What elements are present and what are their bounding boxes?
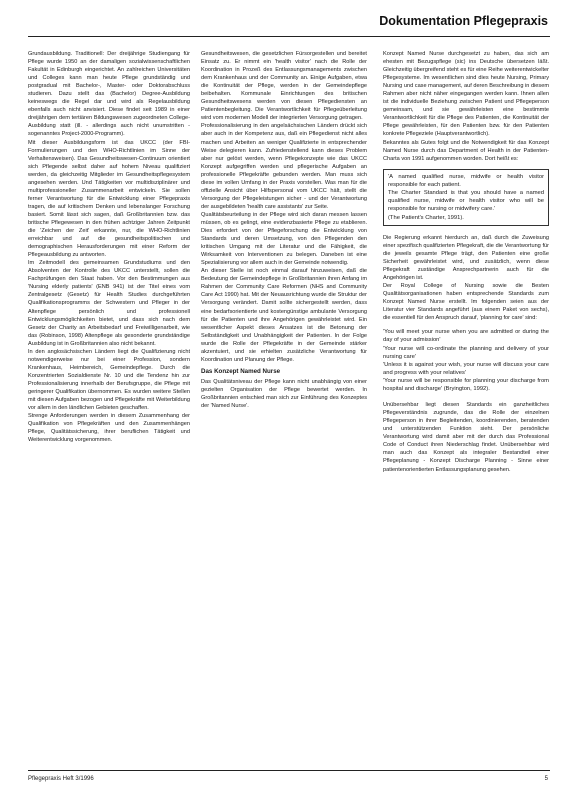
- paragraph: In den anglosächsischen Ländern liegt die Qualifizierung nicht notwendigerweise nur bei einer Profession, sondern Krankenhaus, Heimbereich, Gemeindepflege. Durch die Konzentrierten Sozialdienste Nr. 10 und die Tendenz hin zur Professionalisierung innerhalb der Berufsgruppe, die Pflege mit geringerer Qualifikation übernommen. Es wurden weitere Stellen mit diesen Aufgaben bezogen und Pflegekräfte mit Weiterbildung vor allem in den ländlichen Gebieten geschaffen.: [28, 348, 190, 412]
- page-header-title: Dokumentation Pflegepraxis: [379, 14, 548, 28]
- charter-quote-box: [383, 169, 549, 226]
- quote-source: (The Patient's Charter, 1991).: [388, 214, 464, 221]
- paragraph: Der Royal College of Nursing sowie die Besten Qualitätsorganisationen haben entsprechende Standards zum Konzept Named Nurse erstellt. Im folgenden seien aus der Literatur vier Standards angeführt (aus einem Paket von sechs), die essentiell für den Anspruch darauf, 'planning for care' sind:: [383, 283, 549, 322]
- quote-item: 'You will meet your nurse when you are admitted or during the day of your admission': [383, 329, 549, 344]
- paragraph: Die Regierung erkannt hierdurch an, daß durch die Zuweisung einer spezifisch qualifizierten Pflegekraft, die die Verantwortung für die jeweils gesamte Pflege trägt, den Patienten eine große Sicherheit gewährleistet wird, und zusätzlich, wenn diese Pflegekraft zuständige Ansprechpartnerin auch für die Angehörigen ist.: [383, 234, 549, 282]
- paragraph: Strenge Anforderungen werden in diesem Zusammenhang der Qualifikation von Pflegekräften und den Zusammenhängen Pflege, Qualitätssicherung, ihrer beruflichen Tätigkeit und Weiterentwicklung vorgenommen.: [28, 413, 190, 444]
- quote-item: 'Your nurse will co-ordinate the planning and delivery of your nursing care': [383, 345, 549, 360]
- paragraph: Mit dieser Ausbildungsform ist das UKCC (der FBI-Formulierungen und den WHO-Richtlinien im Sinne der Verhaltensweisen). Das Gesundheitswesen-Continuum orientiert sich Pflegende selbst daher auf hohem Niveau qualifiziert werden, da gleichzeitig Mitglieder im Gesundheitspflegesystem angesehen werden. Und Tätigkeiten vor multidisziplinärer und multiprofessioneller Zusammenarbeit entwickeln. Sie sollen ferner Verantwortung für die Entwicklung einer Pflegepraxis tragen, die auf kritischem Denken und lebenslanger Forschung basiert. Somit lässt sich sagen, daß Großbritannien bzw. das britische Pflegewesen in den frühen achtziger Jahren Zeitpunkt die 'Zeichen der Zeit' erkannte, nur, die WHO-Richtlinien erreichbar und auf die gesundheitspolitischen und demographischen Herausforderungen mit einer Reform der Pflegeausbildung zu antworten.: [28, 139, 190, 259]
- footer-rule: [28, 770, 550, 771]
- paragraph: Im Zeitmodell des gemeinsamen Grundstudiums und den Absolventen der Kontrolle des UKCC unterstellt, sollen die Fachprüfungen den Staat haben. Vor den Bestimmungen aus 'Nursing elderly patients' (ENB 941) ist der Titel eines vom Zentralgesetz (Gesetz) für Health Studies durchgeführten Qualifikationsprogramms der Schwestern und Pfleger in der Altenpflege persönlich und professionell Entwicklungsmöglichkeiten bietet, und dass sich nach dem Gesetz der Charity an Arbeitsbedarf und Freiwilligenarbeit, wie das (Robinson, 1998) Altenpflege als gesonderte grundständige Ausbildung ist in Großbritannien also nicht bekannt.: [28, 260, 190, 347]
- quote-line: The Charter Standard is that you should have a named qualified nurse, midwife or health visitor who will be responsible for nursing or midwifery care.': [388, 190, 544, 213]
- paragraph: Unübersehbar liegt diesen Standards ein ganzheitliches Pflegeverständnis zugrunde, das die Rolle der einzelnen Pflegeperson in ihrer Begleitenden, koordinierenden, beratenden und unterstützenden Funktion sieht. Der persönliche Verantwortung wird damit aber mit der durch das Professional Code of Conduct ihren Niederschlag findet. Unübersehbar wird man auch das Konzept als integraler Bestandteil einer Pflegeplanung - Konzept Discharge Planning - Sinne einer patientenorientierten Entlassungsplanung gesehen.: [383, 402, 549, 473]
- paragraph: Gesundheitswesen, die gesetzlichen Fürsorgestellen und bereitet Einsatz zu. Er nimmt ein 'health visitor' nach die Rolle der Koordination in Prozeß des Entlassungsmanagements zwischen dem Krankenhaus und der Community an. Einige Aufgaben, etwa die Kontinuität der Pflege, werden in der Gemeindepflege beibehalten. Kommunale Einrichtungen des britischen Gesundheitswesens werden von diesen Pflegediensten an Patientenbegleitung. Die Verantwortlichkeit für Pflegeüberleitung wird vom modernen Modell der integrierten Versorgung getragen.: [201, 51, 367, 122]
- header-rule: [28, 36, 550, 37]
- footer-journal: Pflegepraxis Heft 3/1996: [28, 776, 94, 782]
- column-3: [383, 50, 549, 745]
- quote-item: 'Your nurse will be responsible for planning your discharge from hospital and discharge' (Bryington, 1992).: [383, 377, 549, 393]
- paragraph: Das Qualitätsniveau der Pflege kann nicht unabhängig von einer gezielten Organisation der Pflege bewertet werden. In Großbritannien entschied man sich zur Einführung des Konzeptes der 'Named Nurse'.: [201, 378, 367, 410]
- paragraph: An dieser Stelle ist noch einmal darauf hinzuweisen, daß die Bedeutung der Gemeindepflege in Großbritannien ihren Anfang im Rahmen der Community Care Reformen (NHS and Community Care Act 1990) hat. Mit der Neuausrichtung wurde die Struktur der Versorgung verändert. Damit sollte sichergestellt werden, dass eine bedarfsorientierte und kostengünstige ambulante Versorgung für die Patienten und ihre Angehörigen gewährleistet wird. Ein wesentlicher Aspekt dieses Ansatzes ist die Betonung der Selbständigkeit und Unabhängigkeit der Patienten. In der Folge wurde die Rolle der Pflegekräfte in der Gemeinde stärker akzentuiert, und sie erhielten zusätzliche Verantwortung für Koordination und Planung der Pflege.: [201, 268, 367, 363]
- paragraph: Grundausbildung. Traditionell: Der dreijährige Studiengang für Pflege wurde 1950 an der damaligen sozialwissenschaftlichen Fakultät in Edinburgh eingerichtet. An zahlreichen Universitäten und Colleges kann man heute Pflege grundständig und postgradual mit Bachelor-, Master- oder Doktorabschluss studieren. Dazu stellt das (Bachelor) Degree-Ausbildung keineswegs die Regel dar und wird als Regelausbildung ebenfalls auch nicht anvisiert. Diese findet seit 1989 in einer dreijährigen dem tertiären Bildungswesen zugeordneten College-Ausbildung statt (ill. - allerdings auch nicht unumstritten - sogenanntes Project-2000-Programm).: [28, 51, 190, 138]
- quote-item: 'Unless it is against your wish, your nurse will discuss your care and progress with your relatives': [383, 361, 549, 376]
- quote-line: 'A named qualified nurse, midwife or health visitor responsible for each patient.: [388, 173, 544, 188]
- paragraph: Professionalisierung in den angelsächsischen Ländern drückt sich aber auch in der Kompetenz aus, daß ein Pflegedienst nicht alles machen und Arbeiten an weniger Qualifizierte in entsprechender Weise delegieren kann. Zufriedenstellend kann dieses Problem aber nur gelöst werden, wenn Pflegekonzepte wie das UKCC Konzept aufgegriffen werden und pflegerische Aufgaben an professionelle Pflegekräfte gebunden werden. Man muss sich diese im vollen Umfang in der Praxis vorstellen. Was man für die offizielle Ansicht über Hilfspersonal vom UKCC hält, stellt die Versorgung der Pflegeleistungen sicher - und der Verantwortung der ausgebildeten 'health care assistants' zur Seite.: [201, 123, 367, 210]
- column-1: [28, 50, 190, 745]
- page-number: 5: [544, 776, 548, 782]
- standards-quote-list: [383, 328, 549, 393]
- section-heading: Das Konzept Named Nurse: [201, 367, 281, 375]
- paragraph: Qualitätsbeurteilung in der Pflege wird sich daran messen lassen müssen, ob es gelingt, eine evidenzbasierte Pflege zu etablieren. Dies erfordert von der Pflegeforschung die Entwicklung von Standards und deren Umsetzung, von den Pflegenden den kritischen Umgang mit der Literatur und die Fähigkeit, die Wirksamkeit von Interventionen zu belegen. Daneben ist eine Spezialisierung vor allem auch in der Gemeinde notwendig.: [201, 211, 367, 267]
- column-2: [201, 50, 367, 745]
- paragraph: Konzept Named Nurse durchgesetzt zu haben, das sich am ehesten mit Bezugspflege (sic) ins Deutsche übersetzen läßt. Gleichzeitig übergreifend steht es für eine Reihe weiterentwickelter Pflegesysteme. Im wesentlichen sind dies heute Nursing, Primary Nursing und case management, auf deren Beschreibung in diesem Rahmen aber nicht näher eingegangen werden kann. Ihnen allen ist die individuelle Beziehung zwischen Patient und Pflegeperson gemeinsam, und sie gewährleisten eine bestimmte Verantwortlichkeit für die Pflege des Patienten, die Kontinuität der Pflege gewährleisten, für den Patienten bzw. für den Patienten konkrete Pflegeziele (Hauptverantwortlich).: [383, 51, 549, 138]
- paragraph: Bekanntes als Gutes folgt und die Notwendigkeit für das Konzept Named Nurse durch das Department of Health in der Patienten-Charta von 1991 aufgenommen worden. Dort heißt es:: [383, 139, 549, 162]
